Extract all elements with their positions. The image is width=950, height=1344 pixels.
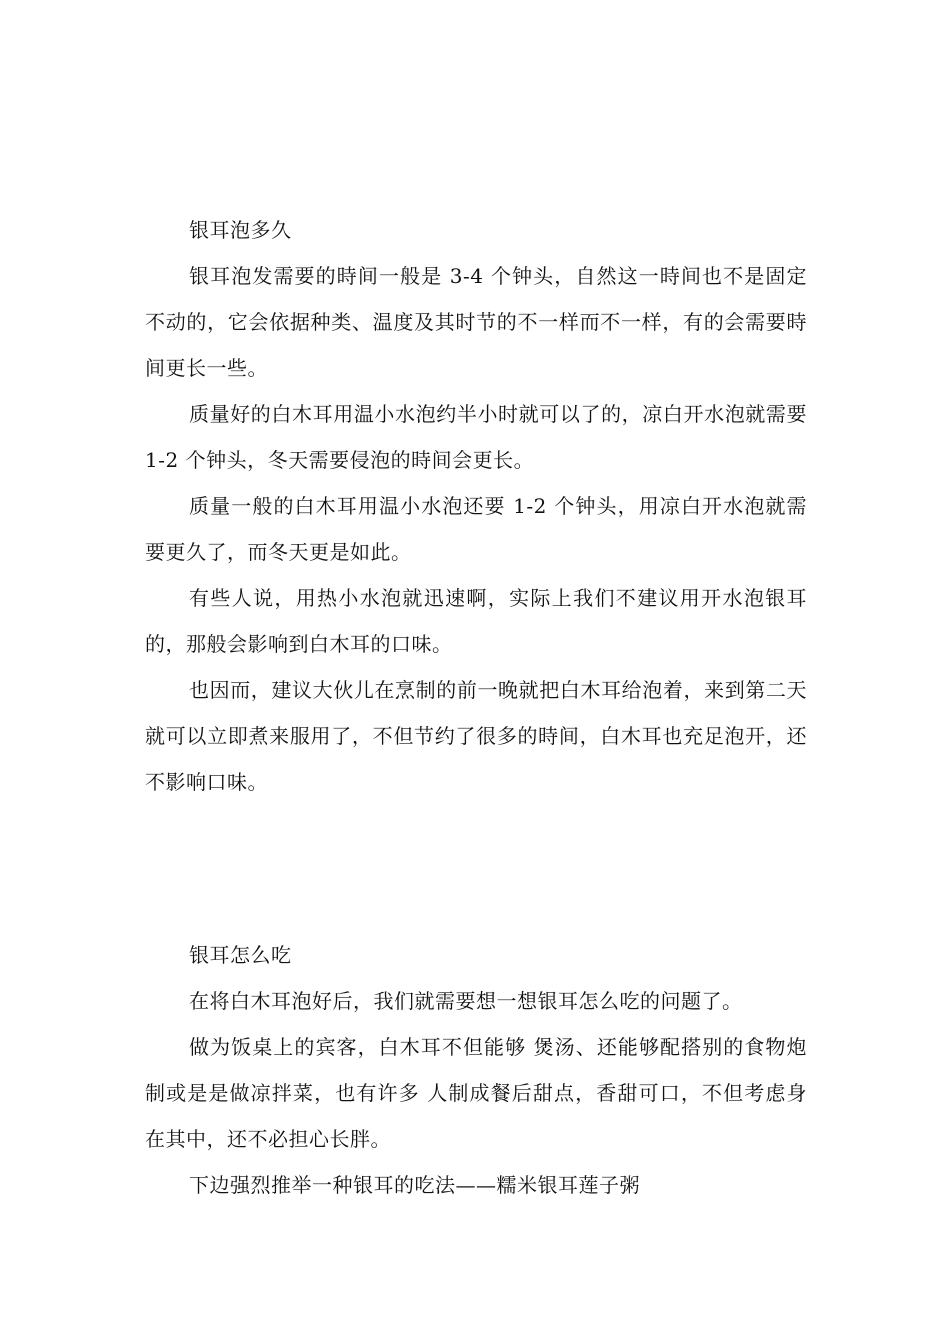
section-heading: 银耳怎么吃 bbox=[189, 943, 292, 967]
paragraph: 质量一般的白木耳用温小水泡还要 1-2 个钟头，用凉白开水泡就需要更久了，而冬天更是如此。 bbox=[145, 494, 807, 564]
paragraph: 在将白木耳泡好后，我们就需要想一想银耳怎么吃的问题了。 bbox=[189, 989, 743, 1013]
paragraph: 做为饭桌上的宾客，白木耳不但能够 煲汤、还能够配搭别的食物炮制或是是做凉拌菜，也有许多 人制成餐后甜点，香甜可口，不但考虑身在其中，还不必担心长胖。 bbox=[145, 1035, 807, 1151]
section-soaking-time bbox=[145, 207, 807, 805]
paragraph: 银耳泡发需要的時间一般是 3-4 个钟头，自然这一時间也不是固定不动的，它会依据种类、温度及其时节的不一样而不一样，有的会需要時间更长一些。 bbox=[145, 264, 807, 380]
section-heading: 银耳泡多久 bbox=[189, 218, 292, 242]
paragraph: 下边强烈推举一种银耳的吃法——糯米银耳莲子粥 bbox=[189, 1173, 640, 1197]
paragraph: 质量好的白木耳用温小水泡约半小时就可以了的，凉白开水泡就需要 1-2 个钟头，冬天需要侵泡的時间会更长。 bbox=[145, 402, 807, 472]
section-how-to-eat bbox=[145, 932, 807, 1208]
paragraph: 有些人说，用热小水泡就迅速啊，实际上我们不建议用开水泡银耳的，那般会影响到白木耳的口味。 bbox=[145, 586, 807, 656]
paragraph: 也因而，建议大伙儿在烹制的前一晚就把白木耳给泡着，来到第二天就可以立即煮来服用了，不但节约了很多的時间，白木耳也充足泡开，还不影响口味。 bbox=[145, 678, 807, 794]
